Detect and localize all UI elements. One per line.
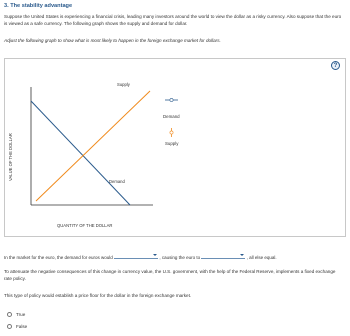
graph-instruction: Adjust the following graph to show what is most likely to happen in the foreign exchange market for dollars. — [4, 38, 221, 43]
demand-curve — [31, 101, 130, 205]
chevron-down-icon — [240, 254, 244, 256]
chevron-down-icon — [153, 254, 157, 256]
demand-curve-label: Demand — [109, 179, 125, 184]
supply-line-icon — [170, 128, 173, 137]
euro-value-dropdown[interactable] — [201, 252, 245, 259]
fill-in-part2: , causing the euro to — [159, 255, 201, 260]
fill-in-sentence — [4, 252, 342, 261]
x-axis-label: QUANTITY OF THE DOLLAR — [57, 223, 113, 228]
option-false-label: False — [16, 324, 28, 329]
supply-curve-label: Supply — [117, 82, 130, 87]
supply-demand-graph — [5, 59, 347, 238]
option-false[interactable] — [16, 324, 27, 329]
supply-curve — [36, 91, 150, 201]
policy-text: To attenuate the negative consequences of this change in currency value, the U.S. government, with the help of the Federal Reserve, implements a fixed exchange rate policy. — [4, 269, 336, 282]
y-axis-label: VALUE OF THE DOLLAR — [8, 133, 13, 181]
demand-line-icon — [165, 98, 178, 101]
demand-change-dropdown[interactable] — [114, 252, 158, 259]
fill-in-part1: In the market for the euro, the demand for euros would — [4, 255, 113, 260]
radio-button[interactable] — [7, 312, 12, 317]
legend-supply-label: Supply — [165, 141, 179, 146]
option-true-label: True — [16, 312, 26, 317]
question-title: 3. The stability advantage — [4, 3, 73, 9]
fill-in-part3: , all else equal. — [246, 255, 277, 260]
help-icon[interactable]: ? — [331, 61, 340, 70]
policy-statement: This type of policy would establish a price floor for the dollar in the foreign exchange market. — [4, 293, 192, 298]
question-intro: Suppose the United States is experiencing a financial crisis, leading many investors around the world to view the dollar as a risky currency. Also suppose that the euro is viewed as a safe currency. The following graph shows the supply and demand for dollar. — [4, 14, 342, 27]
option-true[interactable] — [16, 312, 25, 317]
radio-button[interactable] — [7, 324, 12, 329]
legend-demand-label: Demand — [163, 114, 180, 119]
graph-panel — [4, 58, 346, 237]
